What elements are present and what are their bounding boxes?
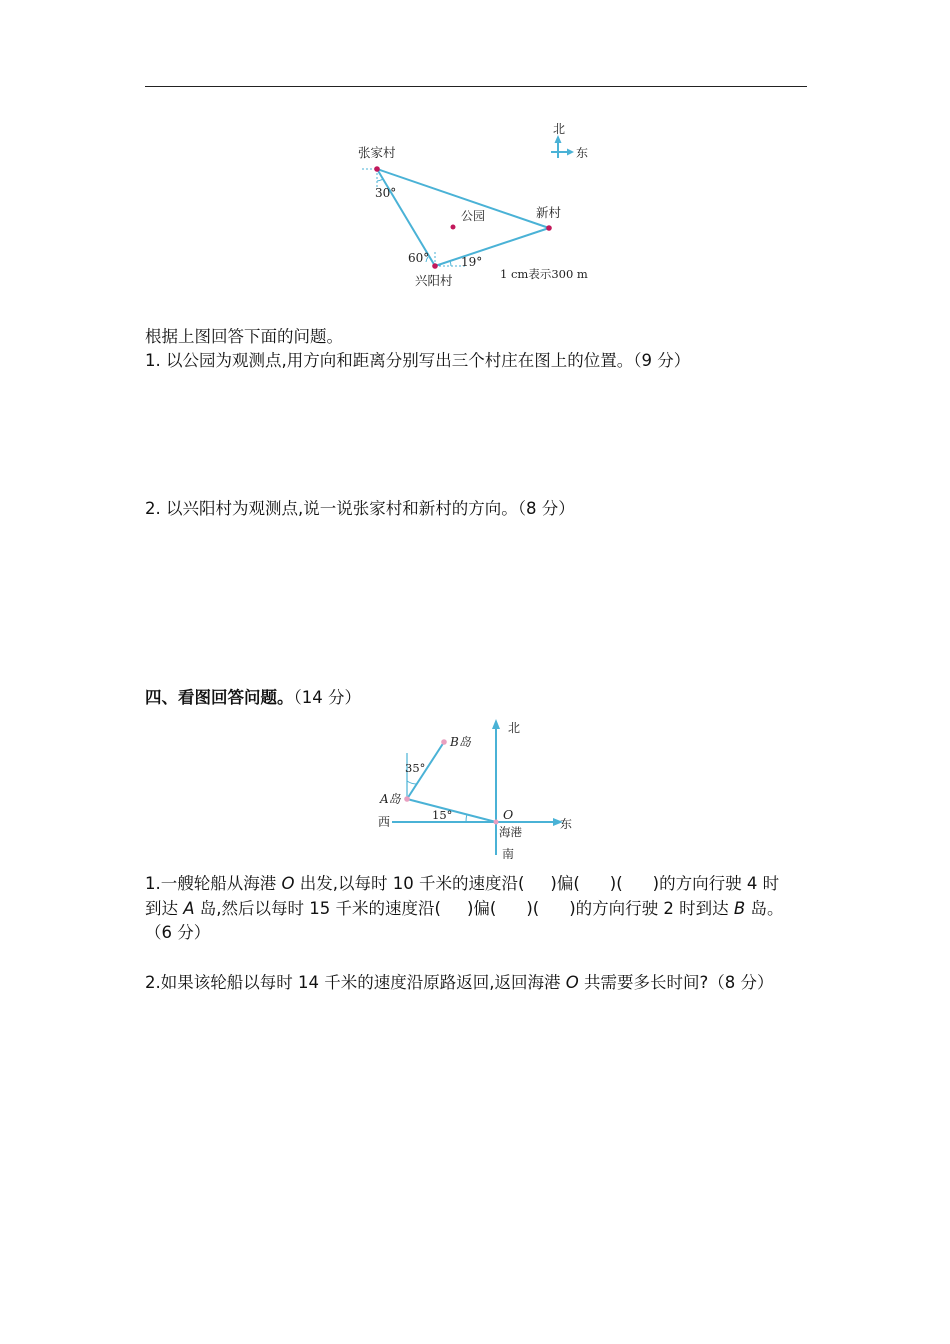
angle-arc-35: [407, 781, 417, 784]
west-label: 西: [378, 815, 391, 829]
north-label: 北: [508, 721, 521, 735]
east-label: 东: [560, 817, 573, 831]
section4-title: 四、看图回答问题。: [145, 688, 294, 707]
angle-35-label: 35°: [405, 761, 426, 775]
south-label: 南: [502, 847, 515, 861]
zhangjia-point: [374, 166, 380, 172]
section4-heading: [145, 686, 361, 711]
park-label: 公园: [461, 209, 486, 223]
angle-60-label: 60°: [408, 251, 430, 265]
xincun-point: [546, 225, 552, 231]
angle-30-label: 30°: [375, 186, 397, 200]
header-rule: [145, 86, 807, 87]
section3-question-1: 1. 以公园为观测点,用方向和距离分别写出三个村庄在图上的位置。（9 分）: [145, 351, 691, 370]
angle-arc-30: [377, 179, 383, 181]
angle-19-label: 19°: [461, 255, 483, 269]
zhangjia-label: 张家村: [358, 145, 396, 160]
harbor-point: [494, 820, 499, 825]
xincun-label: 新村: [536, 205, 562, 220]
section4-question-2: 2.如果该轮船以每时 14 千米的速度沿原路返回,返回海港 O 共需要多长时间?（8 分）: [145, 973, 774, 992]
section3-question-2: 2. 以兴阳村为观测点,说一说张家村和新村的方向。（8 分）: [145, 499, 575, 518]
a-island-point: [404, 796, 410, 802]
scale-label: 1 cm表示300 m: [500, 267, 588, 281]
compass-east-label: 东: [576, 146, 589, 160]
section4-question-1: 1.一艘轮船从海港 O 出发,以每时 10 千米的速度沿( )偏( )( )的方向行驶 4 时到达 A 岛,然后以每时 15 千米的速度沿( )偏( )( )的方向行驶 2 时到达 B 岛。（6 分）: [145, 874, 784, 942]
b-island-label: B岛: [450, 735, 471, 749]
xinyang-point: [432, 263, 438, 269]
angle-15-label: 15°: [432, 808, 453, 822]
harbor-label: 海港: [499, 825, 522, 839]
village-map-figure: [340, 115, 610, 295]
harbor-map-figure: [370, 715, 590, 865]
b-island-point: [441, 739, 447, 745]
compass-icon: [551, 135, 574, 158]
section4-score: （14 分）: [293, 688, 361, 707]
a-island-label: A岛: [380, 792, 401, 806]
compass-north-label: 北: [553, 122, 566, 136]
xinyang-label: 兴阳村: [415, 273, 453, 288]
north-arrow-icon: [492, 719, 500, 729]
section3-intro: 根据上图回答下面的问题。: [145, 327, 343, 346]
line-xinyang-xincun: [435, 228, 549, 266]
origin-label: O: [503, 807, 514, 822]
park-point: [451, 225, 456, 230]
